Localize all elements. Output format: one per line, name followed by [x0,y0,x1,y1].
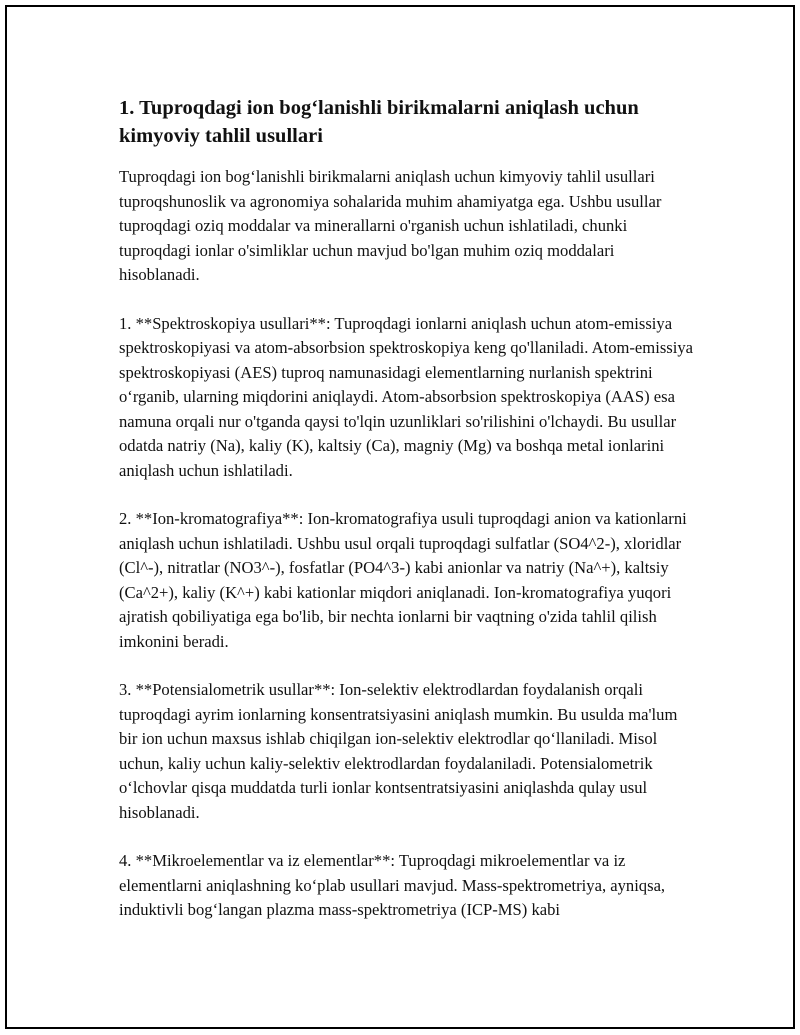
intro-paragraph: Tuproqdagi ion bog‘lanishli birikmalarni aniqlash uchun kimyoviy tahlil usullari tuproqshunoslik va agronomiya sohalarida muhim ahamiyatga ega. Ushbu usullar tuproqdagi oziq moddalar va minerallarni o'rganish uchun ishlatiladi, chunki tuproqdagi ionlar o'simliklar uchun mavjud bo'lgan muhim oziq moddalari hisoblanadi. [119,167,662,284]
spectroscopy-paragraph: 1. **Spektroskopiya usullari**: Tuproqdagi ionlarni aniqlash uchun atom-emissiya spektroskopiyasi va atom-absorbsion spektroskopiya keng qo'llaniladi. Atom-emissiya spektroskopiyasi (AES) tuproq namunasidagi elementlarning nurlanish spektrini o‘rganib, ularning miqdorini aniqlaydi. Atom-absorbsion spektroskopiya (AAS) esa namuna orqali nur o'tganda qaysi to'lqin uzunliklari so'rilishini o'lchaydi. Bu usullar odatda natriy (Na), kaliy (K), kaltsiy (Ca), magniy (Mg) va boshqa metal ionlarini aniqlash uchun ishlatiladi. [119,313,694,480]
potentiometric-paragraph: 3. **Potensialometrik usullar**: Ion-selektiv elektrodlardan foydalanish orqali tuproqdagi ayrim ionlarning konsentratsiyasini aniqlash mumkin. Bu usulda ma'lum bir ion uchun maxsus ishlab chiqilgan ion-selektiv elektrodlar qo‘llaniladi. Misol uchun, kaliy uchun kaliy-selektiv elektrodlardan foydalaniladi. Potensialometrik o‘lchovlar qisqa muddatda turli ionlar kontsentratsiyasini aniqlashda qulay usul hisoblanadi. [119,680,678,822]
document-title: 1. Tuproqdagi ion bog‘lanishli birikmalarni aniqlash uchun kimyoviy tahlil usullari [119,97,639,147]
document-body [119,94,699,947]
ion-chromatography-paragraph: 2. **Ion-kromatografiya**: Ion-kromatografiya usuli tuproqdagi anion va kationlarni aniqlash uchun ishlatiladi. Ushbu usul orqali tuproqdagi sulfatlar (SO4^2-), xloridlar (Cl^-), nitratlar (NO3^-), fosfatlar (PO4^3-) kabi anionlar va natriy (Na^+), kaltsiy (Ca^2+), kaliy (K^+) kabi kationlar miqdori aniqlanadi. Ion-kromatografiya yuqori ajratish qobiliyatiga ega bo'lib, bir nechta ionlarni bir vaqtning o'zida tahlil qilish imkonini beradi. [119,509,687,651]
document-page [5,5,795,1029]
microelements-paragraph: 4. **Mikroelementlar va iz elementlar**: Tuproqdagi mikroelementlar va iz elementlarni aniqlashning ko‘plab usullari mavjud. Mass-spektrometriya, ayniqsa, induktivli bog‘langan plazma mass-spektrometriya (ICP-MS) kabi [119,851,666,919]
